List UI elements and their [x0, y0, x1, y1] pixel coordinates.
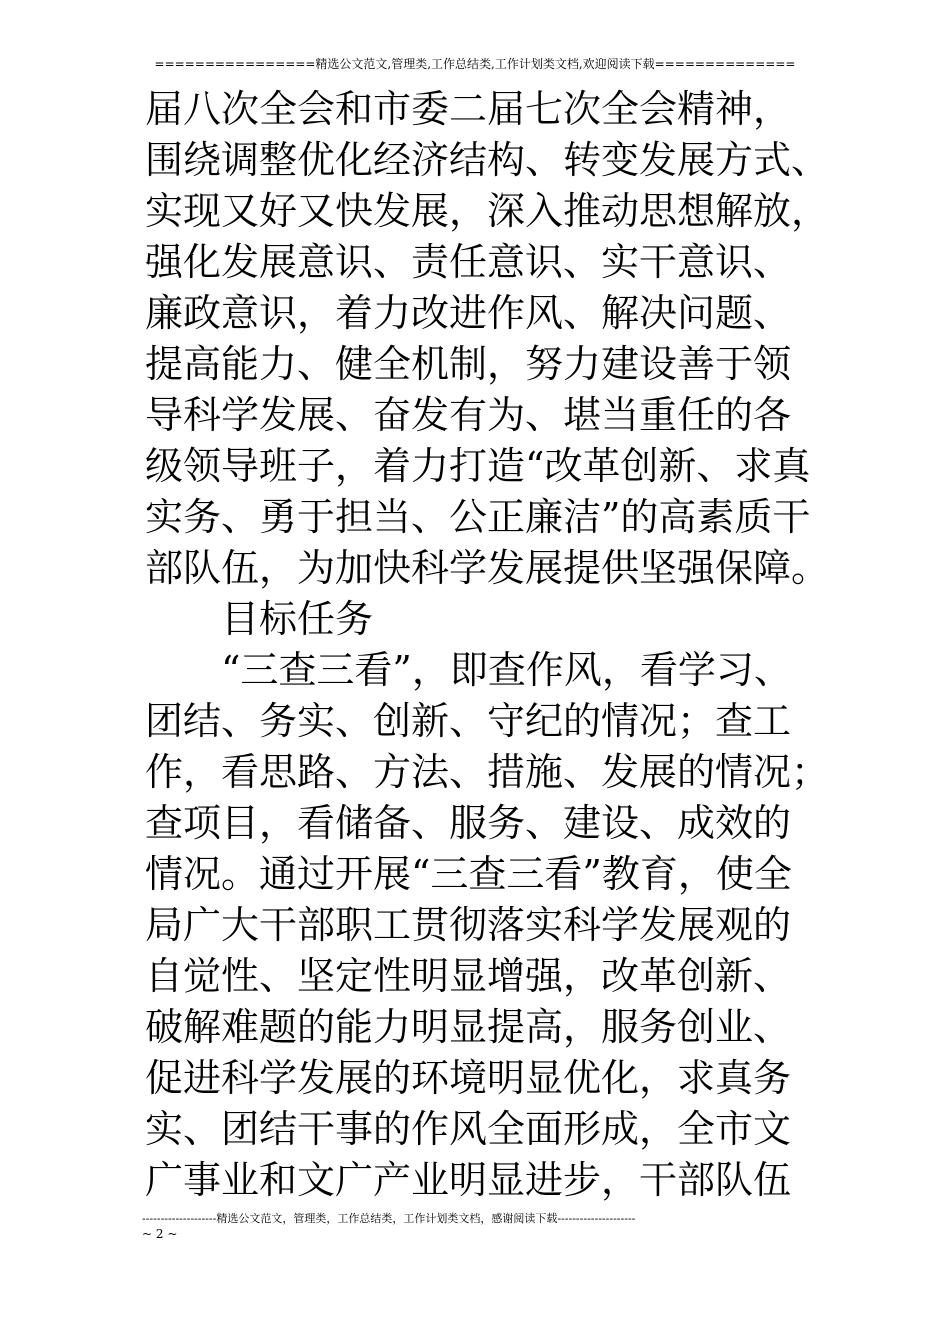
text-line: 届八次全会和市委二届七次全会精神， — [145, 87, 792, 131]
text-line: 查项目，看储备、服务、建设、成效的 — [145, 801, 792, 845]
text-line: 实、团结干事的作风全面形成，全市文 — [145, 1107, 792, 1151]
page-footer: --------------------精选公文范文，管理类，工作总结类，工作计划类文档，感谢阅读下载--------------------- — [142, 1212, 636, 1225]
text-line: 实现又好又快发展，深入推动思想解放， — [145, 189, 830, 233]
text-line: 级领导班子，着力打造“改革创新、求真 — [145, 444, 811, 488]
text-line: 情况。通过开展“三查三看”教育，使全 — [145, 852, 792, 896]
text-line: 廉政意识，着力改进作风、解决问题、 — [145, 291, 792, 335]
page-header: ================精选公文范文,管理类,工作总结类,工作计划类文档,欢迎阅读下载============== — [154, 57, 796, 71]
text-line: 广事业和文广产业明显进步，干部队伍 — [145, 1158, 792, 1202]
page-number: ~ 2 ~ — [142, 1227, 178, 1241]
text-line: 团结、务实、创新、守纪的情况；查工 — [145, 699, 792, 743]
text-line: 部队伍，为加快科学发展提供坚强保障。 — [145, 546, 830, 590]
text-line: 强化发展意识、责任意识、实干意识、 — [145, 240, 792, 284]
text-line: 自觉性、坚定性明显增强，改革创新、 — [145, 954, 792, 998]
text-line: 破解难题的能力明显提高，服务创业、 — [145, 1005, 792, 1049]
text-line: 局广大干部职工贯彻落实科学发展观的 — [145, 903, 792, 947]
text-line: “三查三看”，即查作风，看学习、 — [221, 648, 792, 692]
text-line: 实务、勇于担当、公正廉洁”的高素质干 — [145, 495, 811, 539]
section-heading: 目标任务 — [221, 597, 374, 641]
text-line: 作，看思路、方法、措施、发展的情况； — [145, 750, 830, 794]
document-body — [145, 84, 830, 1206]
text-line: 提高能力、健全机制，努力建设善于领 — [145, 342, 792, 386]
text-line: 导科学发展、奋发有为、堪当重任的各 — [145, 393, 792, 437]
text-line: 围绕调整优化经济结构、转变发展方式、 — [145, 138, 830, 182]
text-line: 促进科学发展的环境明显优化，求真务 — [145, 1056, 792, 1100]
